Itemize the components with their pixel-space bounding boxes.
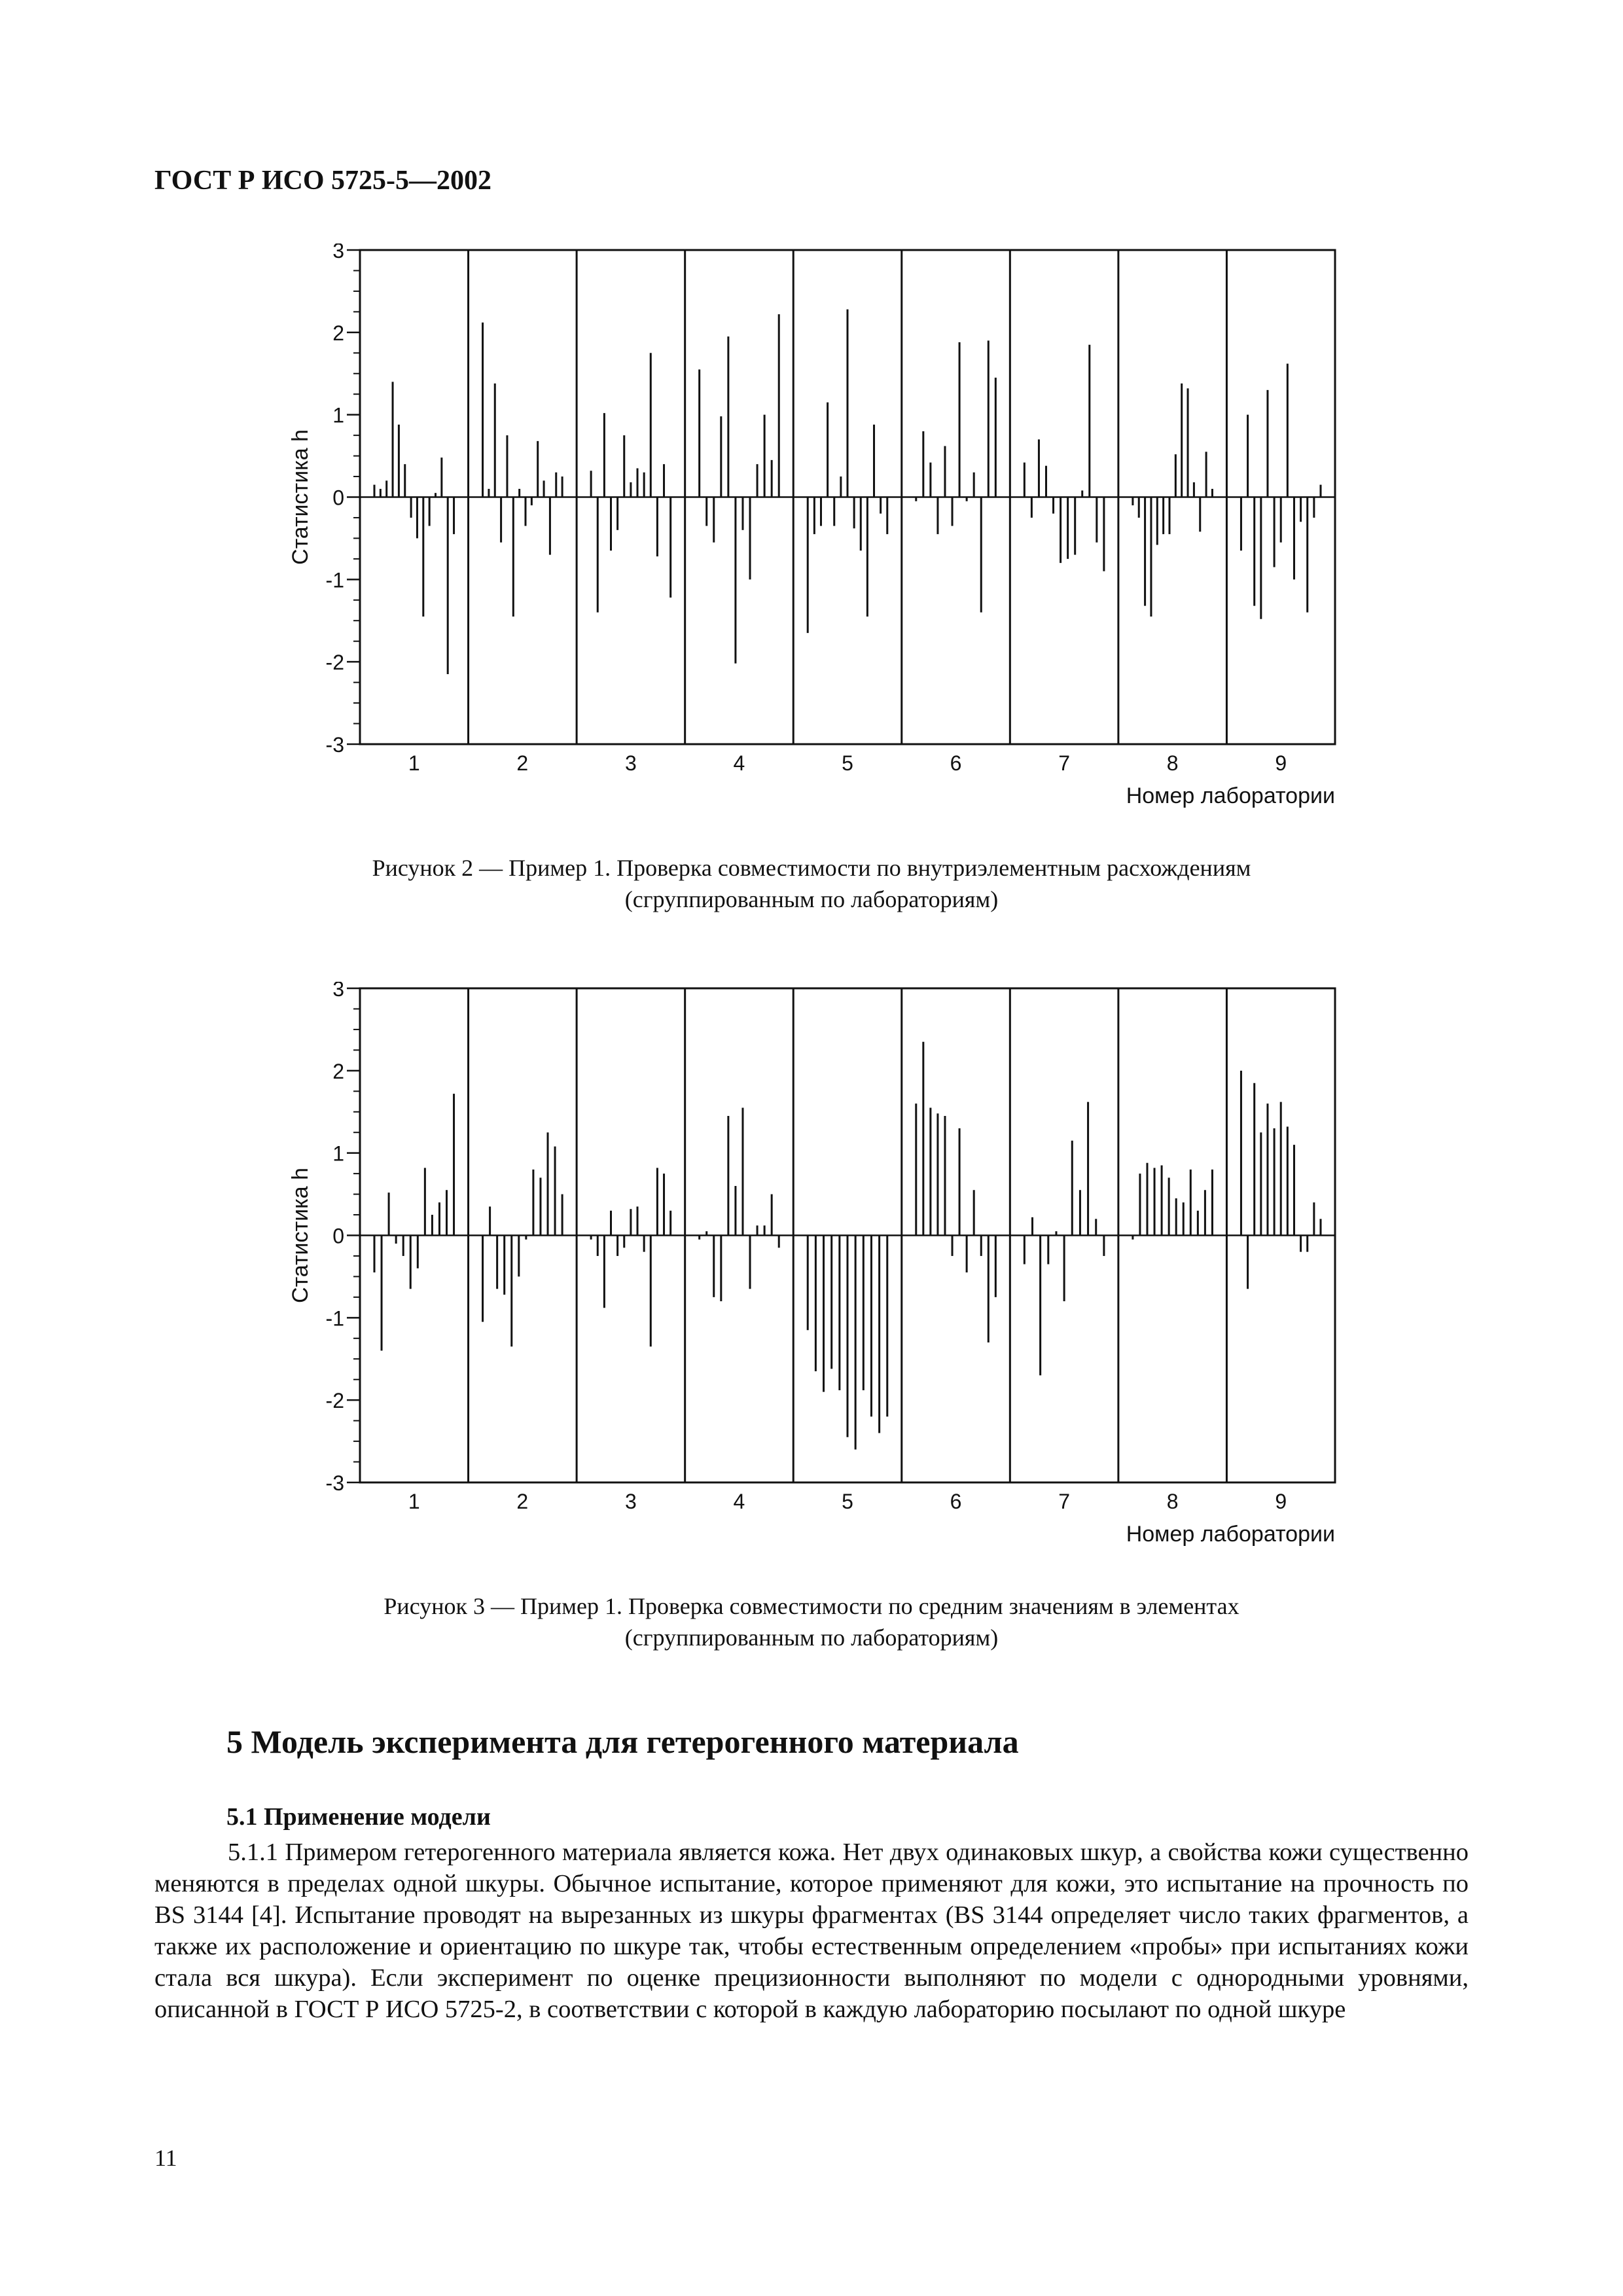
- x-tick-label: 3: [624, 1490, 637, 1513]
- x-tick-label: 6: [950, 751, 962, 775]
- x-tick-label: 4: [733, 1490, 745, 1513]
- x-axis-label: Номер лаборатории: [1126, 783, 1335, 808]
- body-paragraph-text: 5.1.1 Примером гетерогенного материала является кожа. Нет двух одинаковых шкур, а свойства кожи существенно меняются в пределах одной шкуры. Обычное испытание, которое применяют для кожи, это испытание на прочность по BS 3144 [4]. Испытание проводят на вырезанных из шкуры фрагментах (BS 3144 определяет число таких фрагментов, а также их расположение и ориентацию по шкуре так, чтобы естественным определением «пробы» при испытаниях кожи стала вся шкура). Если эксперимент по оценке прецизионности выполняют по модели с однородными уровнями, описанной в ГОСТ Р ИСО 5725-2, в соответствии с которой в каждую лабораторию посылают по одной шкуре: [154, 1839, 1469, 2023]
- chart-3-svg: [281, 982, 1355, 1558]
- x-tick-label: 5: [842, 1490, 853, 1513]
- y-tick-label: 2: [332, 1059, 344, 1083]
- y-tick-label: 3: [332, 243, 344, 262]
- y-tick-label: 2: [332, 321, 344, 345]
- y-tick-label: 0: [332, 1224, 344, 1248]
- x-tick-label: 8: [1166, 1490, 1179, 1513]
- y-tick-label: -2: [325, 1389, 344, 1413]
- x-tick-label: 7: [1058, 1490, 1071, 1513]
- x-axis-label: Номер лаборатории: [1126, 1522, 1335, 1547]
- x-tick-label: 6: [950, 1490, 962, 1513]
- y-tick-label: -1: [325, 1306, 344, 1331]
- x-tick-label: 2: [516, 1490, 529, 1513]
- y-tick-label: 0: [332, 486, 344, 510]
- y-tick-label: -1: [325, 568, 344, 592]
- subsection-title: 5.1 Применение модели: [226, 1803, 491, 1831]
- x-tick-label: 8: [1166, 751, 1179, 775]
- x-tick-label: 9: [1275, 1490, 1287, 1513]
- x-tick-label: 4: [733, 751, 745, 775]
- body-paragraph: [154, 1837, 1469, 2025]
- figure-2-caption-line1: Рисунок 2 — Пример 1. Проверка совместимости по внутриэлементным расхождениям: [372, 855, 1251, 881]
- y-tick-label: -2: [325, 651, 344, 675]
- x-tick-label: 5: [842, 751, 853, 775]
- chart-2-svg: [281, 243, 1355, 819]
- y-tick-label: -3: [325, 733, 344, 757]
- figure-3-caption-line2: (сгруппированным по лабораториям): [624, 1624, 999, 1651]
- x-tick-label: 3: [624, 751, 637, 775]
- figure-3-chart: [281, 982, 1355, 1558]
- page-number: 11: [154, 2145, 177, 2171]
- x-tick-label: 1: [408, 1490, 420, 1513]
- x-tick-label: 7: [1058, 751, 1071, 775]
- figure-2-chart: [281, 243, 1355, 819]
- y-tick-label: 3: [332, 982, 344, 1001]
- y-axis-label: Статистика h: [288, 429, 313, 565]
- figure-3-caption: [154, 1590, 1469, 1653]
- y-tick-label: -3: [325, 1471, 344, 1495]
- figure-2-caption: [154, 852, 1469, 915]
- x-tick-label: 2: [516, 751, 529, 775]
- y-tick-label: 1: [332, 1141, 344, 1166]
- figure-2-caption-line2: (сгруппированным по лабораториям): [624, 886, 999, 912]
- y-tick-label: 1: [332, 403, 344, 427]
- x-tick-label: 1: [408, 751, 420, 775]
- x-tick-label: 9: [1275, 751, 1287, 775]
- section-title: 5 Модель эксперимента для гетерогенного материала: [226, 1723, 1019, 1760]
- figure-3-caption-line1: Рисунок 3 — Пример 1. Проверка совместимости по средним значениям в элементах: [383, 1593, 1240, 1619]
- document-header: ГОСТ Р ИСО 5725-5—2002: [154, 166, 492, 196]
- y-axis-label: Статистика h: [288, 1168, 313, 1303]
